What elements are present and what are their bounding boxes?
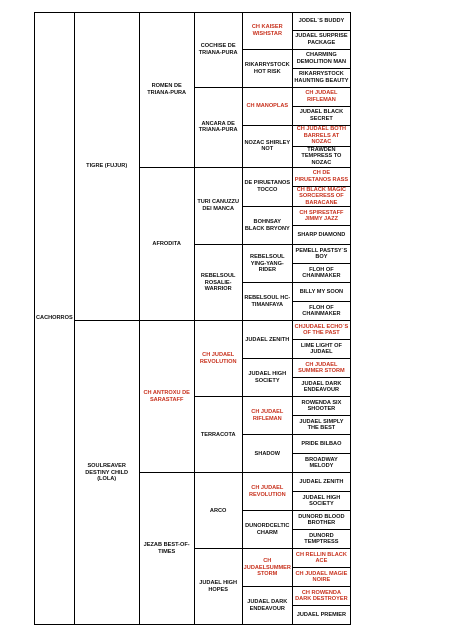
subject-dog: CACHORROS: [35, 13, 75, 625]
gen4-ancestor: CH MANOPLAS: [242, 88, 292, 126]
gen4-ancestor: DUNORDCELTIC CHARM: [242, 511, 292, 549]
dam-dam: JEZAB BEST-OF-TIMES: [139, 473, 194, 625]
sire: TIGRE (FUJUR): [74, 13, 139, 321]
gen5-ancestor: CH DE PIRUETANOS RASS: [292, 167, 350, 186]
gen4-ancestor: JUDAEL DARK ENDEAVOUR: [242, 587, 292, 625]
pedigree-row: [35, 13, 421, 31]
gen4-ancestor: NOZAC SHIRLEY NOT: [242, 126, 292, 168]
gen4-ancestor: JUDAEL HIGH SOCIETY: [242, 359, 292, 397]
gen3-ancestor: CH JUDAEL REVOLUTION: [194, 321, 242, 397]
sire-sire: ROMEN DE TRIANA-PURA: [139, 13, 194, 168]
gen4-ancestor: CH JUDAEL REVOLUTION: [242, 473, 292, 511]
gen4-ancestor: CH KAISER WISHSTAR: [242, 13, 292, 50]
gen5-ancestor: SHARP DIAMOND: [292, 226, 350, 245]
gen5-ancestor: CH SPIRESTAFF JIMMY JAZZ: [292, 207, 350, 226]
gen5-ancestor: JUDAEL SIMPLY THE BEST: [292, 416, 350, 435]
gen4-ancestor: JUDAEL ZENITH: [242, 321, 292, 359]
gen5-ancestor: JUDAEL SURPRISE PACKAGE: [292, 31, 350, 50]
gen4-ancestor: RIKARRYSTOCK HOT RISK: [242, 50, 292, 88]
gen5-ancestor: JODEL´S BUDDY: [292, 13, 350, 31]
gen5-ancestor: JUDAEL BLACK SECRET: [292, 107, 350, 126]
gen5-ancestor: RIKARRYSTOCK HAUNTING BEAUTY: [292, 69, 350, 88]
pedigree-row: [35, 321, 421, 340]
gen5-ancestor: FLOH OF CHAINMAKER: [292, 264, 350, 283]
gen5-ancestor: JUDAEL PREMIER: [292, 606, 350, 625]
gen5-ancestor: DUNORD BLOOD BROTHER: [292, 511, 350, 530]
gen5-ancestor: CHJUDAEL ECHO´S OF THE PAST: [292, 321, 350, 340]
gen5-ancestor: CH JUDAEL SUMMER STORM: [292, 359, 350, 378]
gen3-ancestor: REBELSOUL ROSALIE-WARRIOR: [194, 245, 242, 321]
gen5-ancestor: JUDAEL HIGH SOCIETY: [292, 492, 350, 511]
gen5-ancestor: CH JUDAEL MAGIE NOIRE: [292, 568, 350, 587]
gen5-ancestor: FLOH OF CHAINMAKER: [292, 302, 350, 321]
gen4-ancestor: DE PIRUETANOS TOCCO: [242, 167, 292, 207]
sire-dam: AFRODITA: [139, 167, 194, 321]
gen5-ancestor: JUDAEL DARK ENDEAVOUR: [292, 378, 350, 397]
gen4-ancestor: CH JUDAELSUMMER STORM: [242, 549, 292, 587]
gen5-ancestor: BROADWAY MELODY: [292, 454, 350, 473]
gen3-ancestor: JUDAEL HIGH HOPES: [194, 549, 242, 625]
gen4-ancestor: REBELSOUL YING-YANG-RIDER: [242, 245, 292, 283]
gen5-ancestor: CH RELLIN BLACK ACE: [292, 549, 350, 568]
gen4-ancestor: BOHNSAY BLACK BRYONY: [242, 207, 292, 245]
gen5-ancestor: DUNORD TEMPTRESS: [292, 530, 350, 549]
gen4-ancestor: CH JUDAEL RIFLEMAN: [242, 397, 292, 435]
gen3-ancestor: COCHISE DE TRIANA-PURA: [194, 13, 242, 88]
gen5-ancestor: BILLY MY SOON: [292, 283, 350, 302]
gen5-ancestor: TRAWDEN TEMPRESS TO NOZAC: [292, 146, 350, 167]
gen5-ancestor: CH ROWENDA DARK DESTROYER: [292, 587, 350, 606]
gen5-ancestor: CH BLACK MAGIC SORCERESS OF BARACANE: [292, 186, 350, 207]
gen4-ancestor: REBELSOUL HC-TIMANFAYA: [242, 283, 292, 321]
gen5-ancestor: CH JUDAEL RIFLEMAN: [292, 88, 350, 107]
pedigree-body: [35, 13, 421, 625]
gen5-ancestor: ROWENDA SIX SHOOTER: [292, 397, 350, 416]
dam: SOULREAVER DESTINY CHILD (LOLA): [74, 321, 139, 625]
gen5-ancestor: PEMELL PASTSY´S BOY: [292, 245, 350, 264]
gen3-ancestor: ANCARA DE TRIANA-PURA: [194, 88, 242, 168]
gen4-ancestor: SHADOW: [242, 435, 292, 473]
gen5-ancestor: LIME LIGHT OF JUDAEL: [292, 340, 350, 359]
gen5-ancestor: JUDAEL ZENITH: [292, 473, 350, 492]
gen5-ancestor: CHARMING DEMOLITION MAN: [292, 50, 350, 69]
gen3-ancestor: TERRACOTA: [194, 397, 242, 473]
gen3-ancestor: TURI CANUZZU DEI MANCA: [194, 167, 242, 245]
pedigree-table: [34, 12, 421, 625]
gen3-ancestor: ARCO: [194, 473, 242, 549]
dam-sire: CH ANTROXU DE SARASTAFF: [139, 321, 194, 473]
gen5-ancestor: PRIDE BILBAO: [292, 435, 350, 454]
gen5-ancestor: CH JUDAEL BOTH BARRELS AT NOZAC: [292, 126, 350, 147]
